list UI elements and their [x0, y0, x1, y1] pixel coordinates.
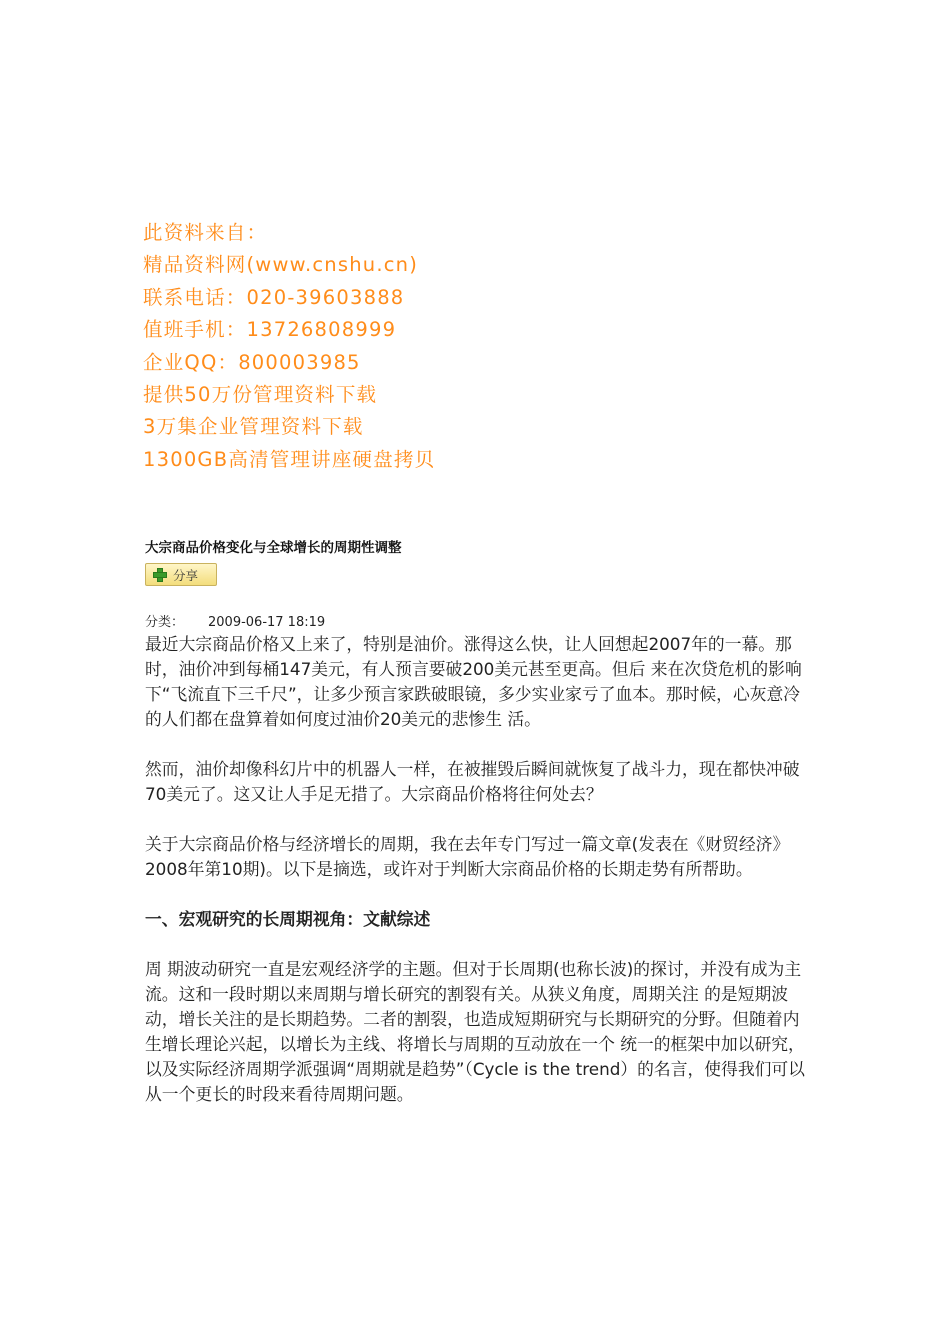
promo-line-offer-1: 提供50万份管理资料下载 — [143, 383, 378, 407]
article-title: 大宗商品价格变化与全球增长的周期性调整 — [145, 540, 402, 556]
share-button[interactable] — [145, 563, 217, 586]
promo-line-offer-2: 3万集企业管理资料下载 — [143, 415, 364, 439]
promo-line-website: 精品资料网(www.cnshu.cn) — [143, 253, 419, 277]
promo-line-offer-3: 1300GB高清管理讲座硬盘拷贝 — [143, 447, 436, 471]
plus-icon — [153, 568, 167, 582]
paragraph: 最近大宗商品价格又上来了，特别是油价。涨得这么快，让人回想起2007年的一幕。那时，油价冲到每桶147美元，有人预言要破200美元甚至更高。但后 来在次贷危机的影响下“飞流直下三千尺”，让多少预言家跌破眼镜，多少实业家亏了血本。那时候，心灰意冷的人们都在盘算着如何度过油价20美元的悲惨生 活。 — [145, 634, 802, 729]
paragraph: 关于大宗商品价格与经济增长的周期，我在去年专门写过一篇文章(发表在《财贸经济》2008年第10期)。以下是摘选，或许对于判断大宗商品价格的长期走势有所帮助。 — [145, 834, 790, 879]
paragraph: 然而，油价却像科幻片中的机器人一样，在被摧毁后瞬间就恢复了战斗力，现在都快冲破70美元了。这又让人手足无措了。大宗商品价格将往何处去？ — [145, 759, 800, 804]
share-button-label: 分享 — [173, 567, 199, 583]
promo-line-phone: 联系电话：020-39603888 — [143, 285, 405, 309]
category-label: 分类： — [145, 615, 185, 630]
article-body — [145, 632, 810, 1107]
promo-line-mobile: 值班手机：13726808999 — [143, 318, 397, 342]
promo-line-qq: 企业QQ：800003985 — [143, 350, 361, 374]
article-datetime: 2009-06-17 18:19 — [208, 615, 326, 630]
promo-line-source: 此资料来自： — [143, 221, 268, 244]
section-heading: 一、宏观研究的长周期视角：文献综述 — [145, 909, 431, 929]
article — [145, 538, 810, 1132]
promo-block — [143, 217, 435, 476]
article-meta — [145, 614, 810, 632]
paragraph: 周 期波动研究一直是宏观经济学的主题。但对于长周期(也称长波)的探讨，并没有成为主流。这和一段时期以来周期与增长研究的割裂有关。从狭义角度，周期关注 的是短期波动，增长关注的是长期趋势。二者的割裂，也造成短期研究与长期研究的分野。但随着内生增长理论兴起，以增长为主线、将增长与周期的互动放在一个 统一的框架中加以研究，以及实际经济周期学派强调“周期就是趋势”（Cycle is the trend）的名言，使得我们可以从一个更长的时段来看待周期问题。 — [145, 959, 805, 1104]
